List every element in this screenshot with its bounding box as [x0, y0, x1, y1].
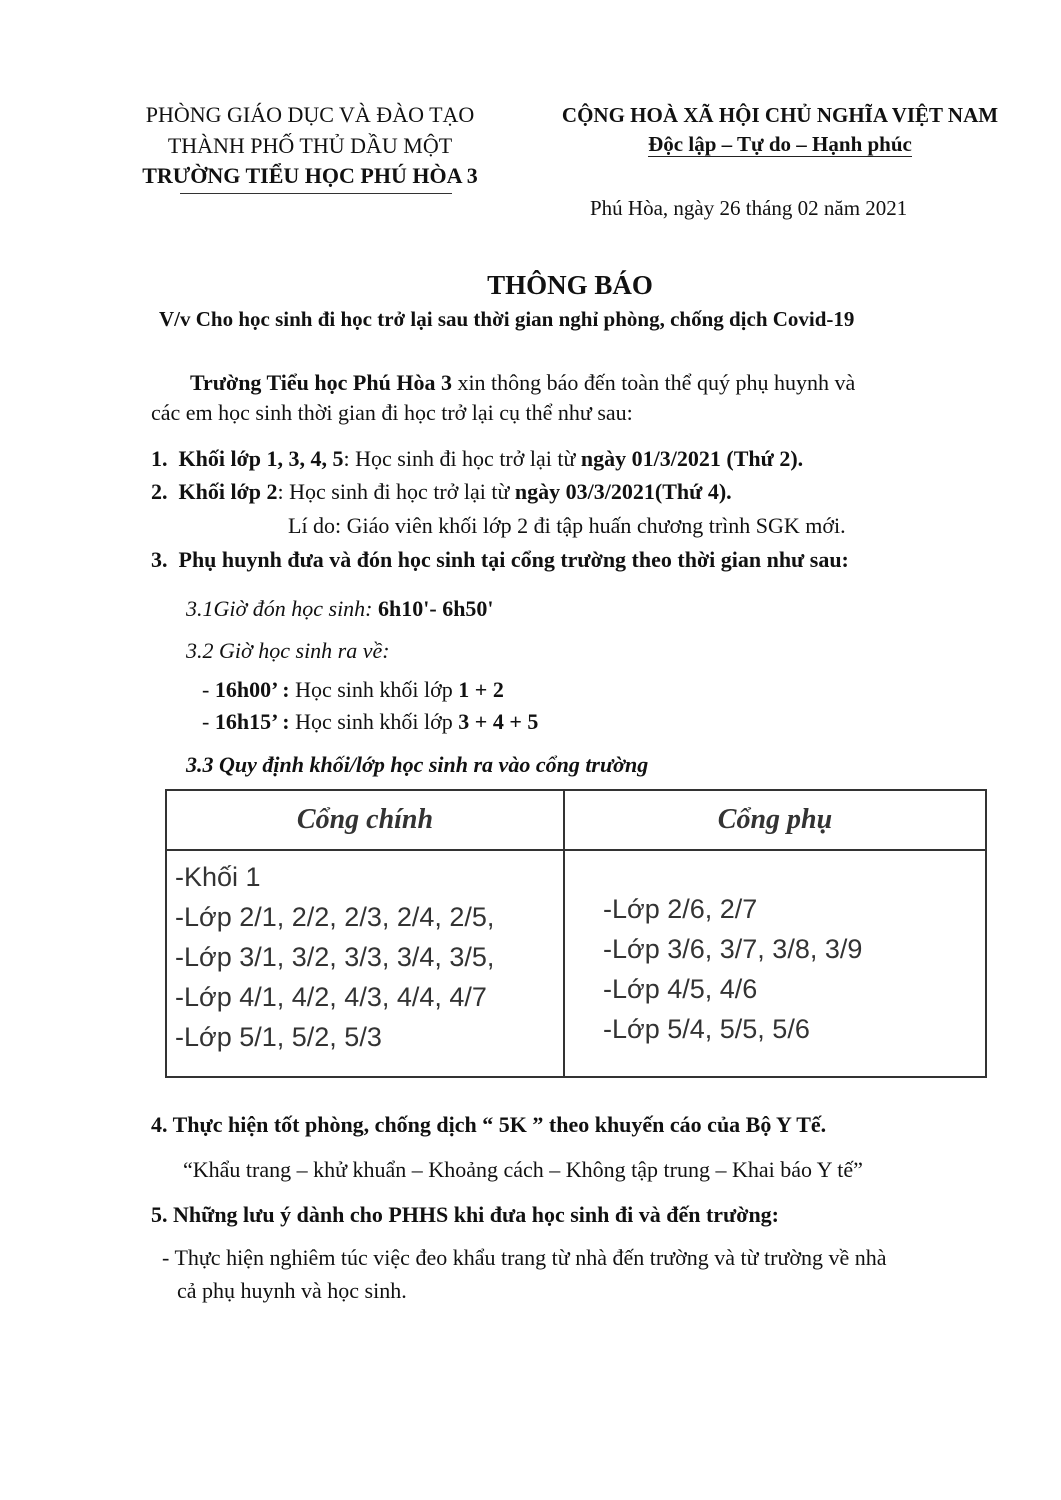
item-5-heading: 5. Những lưu ý dành cho PHHS khi đưa học sinh đi và đến trường: — [151, 1202, 779, 1227]
page-subtitle: V/v Cho học sinh đi học trở lại sau thời gian nghỉ phòng, chống dịch Covid-19 — [159, 307, 855, 331]
dash: - — [202, 677, 215, 702]
main-gate-item: -Lớp 5/1, 5/2, 5/3 — [175, 1022, 382, 1052]
item-1-number: 1. — [151, 446, 168, 471]
gate-rules-heading: 3.3 Quy định khối/lớp học sinh ra vào cổng trường — [186, 752, 649, 777]
motto — [520, 132, 1040, 157]
gate-header-side: Cổng phụ — [564, 790, 986, 850]
intro-line-2: các em học sinh thời gian đi học trở lại cụ thể như sau: — [151, 400, 633, 425]
agency-name: PHÒNG GIÁO DỤC VÀ ĐÀO TẠO — [145, 102, 475, 127]
side-gate-list — [564, 850, 986, 1077]
dismissal-time-2-value: 16h15’ : — [214, 709, 290, 734]
item-1-date: ngày 01/3/2021 (Thứ 2). — [580, 446, 804, 471]
item-2-text: : Học sinh đi học trở lại từ — [277, 479, 515, 504]
item-5-note-text: Thực hiện nghiêm túc việc đeo khẩu trang từ nhà đến trường và từ trường về nhà — [174, 1245, 887, 1270]
main-gate-item: -Lớp 2/1, 2/2, 2/3, 2/4, 2/5, — [175, 902, 495, 932]
dismissal-time-1-grades: 1 + 2 — [458, 677, 504, 702]
pickup-time-label: 3.1Giờ đón học sinh: — [186, 596, 379, 621]
item-4-quote: “Khẩu trang – khử khuẩn – Khoảng cách – Không tập trung – Khai báo Y tế” — [183, 1157, 863, 1182]
main-gate-item: -Lớp 3/1, 3/2, 3/3, 3/4, 3/5, — [175, 942, 495, 972]
intro-text-1: xin thông báo đến toàn thể quý phụ huynh và — [451, 370, 856, 395]
dismissal-time-1 — [202, 677, 504, 703]
main-gate-item: -Lớp 4/1, 4/2, 4/3, 4/4, 4/7 — [175, 982, 487, 1012]
side-gate-item: -Lớp 5/4, 5/5, 5/6 — [603, 1014, 810, 1044]
gate-table-row — [166, 850, 986, 1077]
main-gate-list — [166, 850, 564, 1077]
intro-school: Trường Tiểu học Phú Hòa 3 — [190, 370, 452, 395]
side-gate-item: -Lớp 2/6, 2/7 — [603, 894, 758, 924]
item-1-label: Khối lớp 1, 3, 4, 5 — [178, 446, 344, 471]
side-gate-item: -Lớp 4/5, 4/6 — [603, 974, 758, 1004]
page-title: THÔNG BÁO — [487, 270, 653, 300]
item-5-note-line-2: cả phụ huynh và học sinh. — [177, 1278, 407, 1303]
item-1 — [151, 446, 803, 472]
dismissal-time-2-text: Học sinh khối lớp — [289, 709, 459, 734]
document-date: Phú Hòa, ngày 26 tháng 02 năm 2021 — [590, 196, 908, 220]
dismissal-time-1-text: Học sinh khối lớp — [289, 677, 459, 702]
item-2-reason: Lí do: Giáo viên khối lớp 2 đi tập huấn chương trình SGK mới. — [288, 513, 846, 538]
item-3 — [151, 547, 849, 573]
item-4-heading: 4. Thực hiện tốt phòng, chống dịch “ 5K ” theo khuyến cáo của Bộ Y Tế. — [151, 1112, 827, 1137]
motto-text: Độc lập – Tự do – Hạnh phúc — [648, 132, 912, 156]
school-name: TRƯỜNG TIỂU HỌC PHÚ HÒA 3 — [142, 163, 478, 188]
side-gate-item: -Lớp 3/6, 3/7, 3/8, 3/9 — [603, 934, 863, 964]
dismissal-time-2-grades: 3 + 4 + 5 — [458, 709, 539, 734]
dismissal-heading: 3.2 Giờ học sinh ra về: — [186, 638, 390, 663]
dismissal-time-1-value: 16h00’ : — [214, 677, 290, 702]
dismissal-time-2 — [202, 709, 538, 735]
main-gate-item: -Khối 1 — [175, 862, 261, 892]
pickup-time — [186, 596, 494, 622]
item-2-number: 2. — [151, 479, 168, 504]
city-name: THÀNH PHỐ THỦ DẦU MỘT — [167, 133, 453, 158]
country-name: CỘNG HOÀ XÃ HỘI CHỦ NGHĨA VIỆT NAM — [561, 103, 999, 127]
item-2-date: ngày 03/3/2021(Thứ 4). — [514, 479, 732, 504]
item-3-heading: Phụ huynh đưa và đón học sinh tại cổng trường theo thời gian như sau: — [178, 547, 849, 572]
dash: - — [162, 1245, 175, 1270]
item-3-number: 3. — [151, 547, 168, 572]
item-5-note-line-1 — [162, 1245, 887, 1271]
dash: - — [202, 709, 215, 734]
gate-table-header — [166, 790, 986, 850]
intro-line-1 — [190, 370, 855, 396]
item-2-label: Khối lớp 2 — [178, 479, 278, 504]
pickup-time-value: 6h10'- 6h50' — [378, 596, 494, 621]
gate-table — [165, 789, 987, 1078]
gate-header-main: Cổng chính — [166, 790, 564, 850]
item-2 — [151, 479, 732, 505]
header-left-divider — [180, 193, 452, 194]
item-1-text: : Học sinh đi học trở lại từ — [343, 446, 581, 471]
